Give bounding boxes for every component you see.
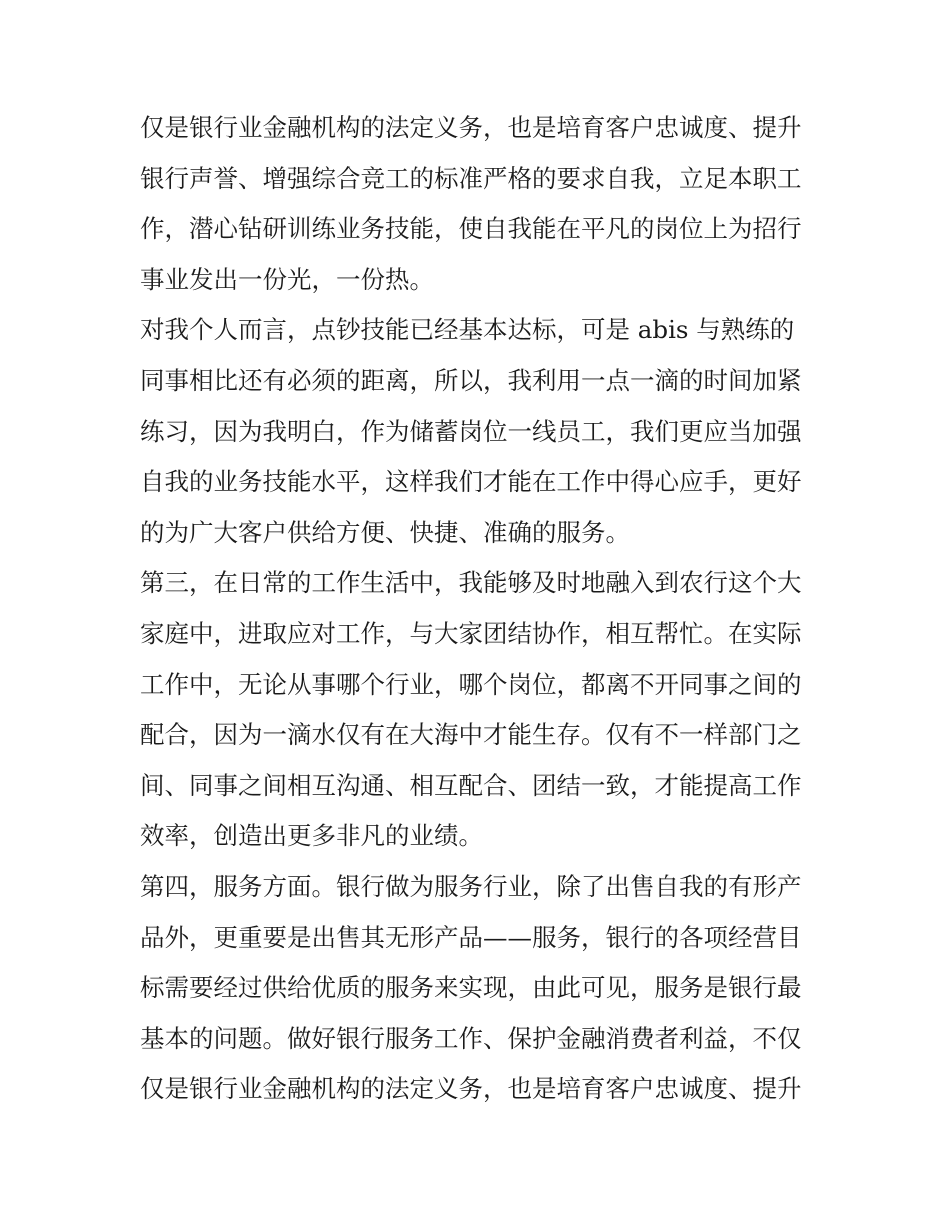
text-line: 同事相比还有必须的距离，所以，我利用一点一滴的时间加紧 <box>140 365 802 395</box>
text-line: 作，潜心钻研训练业务技能，使自我能在平凡的岗位上为招行 <box>140 214 802 244</box>
text-line: 对我个人而言，点钞技能已经基本达标，可是 abis 与熟练的 <box>140 315 795 345</box>
text-line: 事业发出一份光，一份热。 <box>140 264 434 294</box>
text-line: 第三，在日常的工作生活中，我能够及时地融入到农行这个大 <box>140 568 802 598</box>
text-line: 标需要经过供给优质的服务来实现，由此可见，服务是银行最 <box>140 973 802 1003</box>
text-line: 银行声誉、增强综合竞工的标准严格的要求自我，立足本职工 <box>140 163 802 193</box>
text-line: 工作中，无论从事哪个行业，哪个岗位，都离不开同事之间的 <box>140 669 802 699</box>
text-line: 配合，因为一滴水仅有在大海中才能生存。仅有不一样部门之 <box>140 720 802 750</box>
text-line: 仅是银行业金融机构的法定义务，也是培育客户忠诚度、提升 <box>140 113 802 142</box>
text-line: 品外，更重要是出售其无形产品——服务，银行的各项经营目 <box>140 922 802 952</box>
text-line: 的为广大客户供给方便、快捷、准确的服务。 <box>140 517 630 547</box>
text-line: 仅是银行业金融机构的法定义务，也是培育客户忠诚度、提升 <box>140 1074 802 1104</box>
body-text <box>140 103 820 1115</box>
text-line: 家庭中，进取应对工作，与大家团结协作，相互帮忙。在实际 <box>140 618 802 648</box>
text-line: 第四，服务方面。银行做为服务行业，除了出售自我的有形产 <box>140 871 802 901</box>
text-line: 效率，创造出更多非凡的业绩。 <box>140 821 483 851</box>
text-line: 间、同事之间相互沟通、相互配合、团结一致，才能提高工作 <box>140 770 802 800</box>
text-line: 练习，因为我明白，作为储蓄岗位一线员工，我们更应当加强 <box>140 416 802 446</box>
text-line: 基本的问题。做好银行服务工作、保护金融消费者利益，不仅 <box>140 1023 802 1053</box>
text-line: 自我的业务技能水平，这样我们才能在工作中得心应手，更好 <box>140 467 802 497</box>
